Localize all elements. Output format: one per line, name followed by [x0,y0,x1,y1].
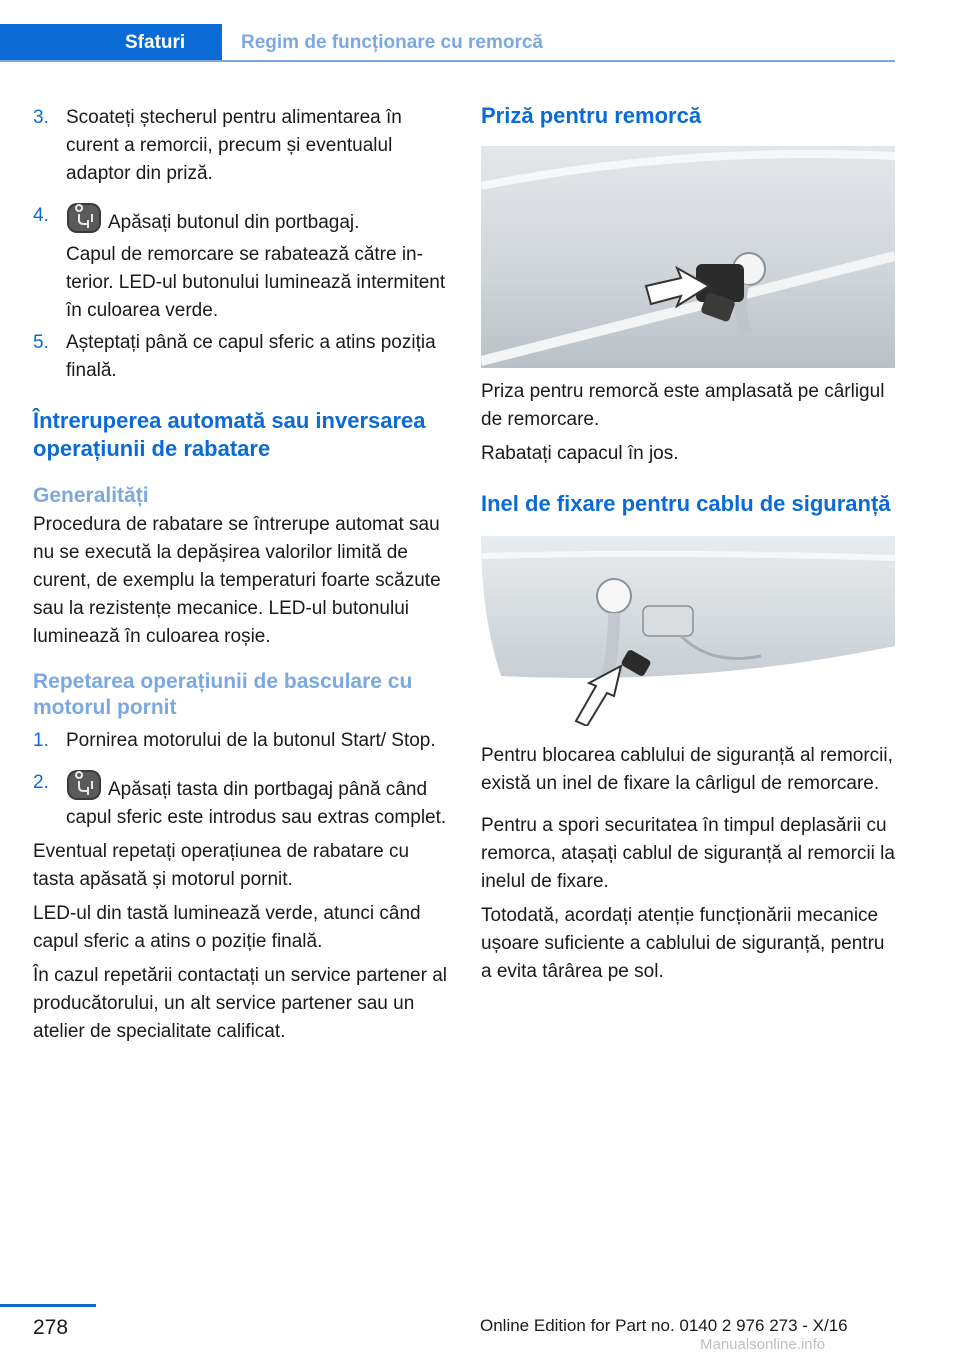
list-item [33,727,447,755]
list-item [33,769,447,832]
paragraph: Pentru a spori securitatea în timpul deplasării cu remorca, atașați cablul de siguranță al remorcii la inelul de fixare. [481,815,895,892]
step-detail: Capul de remorcare se rabatează către interior. LED-ul butonului luminează intermitent în culoarea verde. [66,244,446,321]
left-column [33,100,447,1046]
right-column [481,100,895,986]
safety-cable-ring-image [481,536,895,726]
step-text: Scoateți ștecherul pentru alimentarea în curent a remorcii, precum și eventualul adaptor din priză. [66,107,402,184]
list-item [33,202,447,325]
footer-edition: Online Edition for Part no. 0140 2 976 273 - X/16 [480,1316,848,1335]
page-header [0,24,895,62]
step-number: 2. [33,772,49,793]
trailer-socket-illustration [481,146,895,368]
trailer-hitch-button-icon [66,769,102,801]
subsection-heading: Repetarea operațiunii de basculare cu motorul pornit [33,670,413,719]
paragraph: Pentru blocarea cablului de siguranță al remorcii, există un inel de fixare la cârligul de remorcare. [481,745,893,794]
footer-rule [0,1304,96,1307]
step-number: 3. [33,107,49,128]
header-section-tab[interactable]: Sfaturi [125,32,186,53]
paragraph: LED-ul din tastă luminează verde, atunci când capul sferic a atins o poziție finală. [33,903,421,952]
header-rule [0,60,895,62]
header-chapter-title[interactable]: Regim de funcționare cu remorcă [241,32,543,53]
paragraph: Rabatați capacul în jos. [481,443,679,464]
step-number: 4. [33,205,49,226]
subsection-heading: Generalități [33,484,149,507]
trailer-socket-image [481,146,895,368]
paragraph: În cazul repetării contactați un service partener al producătorului, un alt service partener sau un atelier de specialitate calificat. [33,965,447,1042]
header-tab-background [0,24,222,62]
paragraph: Priza pentru remorcă este amplasată pe cârligul de remorcare. [481,381,885,430]
safety-cable-ring-illustration [481,536,895,726]
step-text: Apăsați butonul din portbagaj. [108,212,360,233]
paragraph: Procedura de rabatare se întrerupe automat sau nu se execută la depășirea valorilor limită de curent, de exemplu la temperaturi foarte scăzute sau la rezistențe mecanice. LED-ul butonului luminează în culoarea roșie. [33,514,441,647]
list-item [33,329,447,385]
section-heading: Întreruperea automată sau inversarea operațiunii de rabatare [33,408,426,461]
paragraph: Totodată, acordați atenție funcționării mecanice ușoare suficiente a cablului de siguranță, pentru a evita târârea pe sol. [481,905,885,982]
step-text: Apăsați tasta din portbagaj până când capul sferic este introdus sau extras complet. [66,779,447,828]
step-text: Pornirea motorului de la butonul Start/ Stop. [66,730,436,751]
section-heading: Priză pentru remorcă [481,103,702,128]
paragraph: Eventual repetați operațiunea de rabatare cu tasta apăsată și motorul pornit. [33,841,410,890]
watermark: Manualsonline.info [700,1336,826,1353]
step-line [66,769,447,832]
trailer-hitch-button-icon [66,202,102,234]
section-heading: Inel de fixare pentru cablu de siguranță [481,491,891,516]
list-item [33,104,447,188]
step-line [66,202,447,237]
step-number: 5. [33,332,49,353]
step-number: 1. [33,730,49,751]
page-number: 278 [33,1316,69,1339]
step-text: Așteptați până ce capul sferic a atins poziția finală. [66,332,436,381]
